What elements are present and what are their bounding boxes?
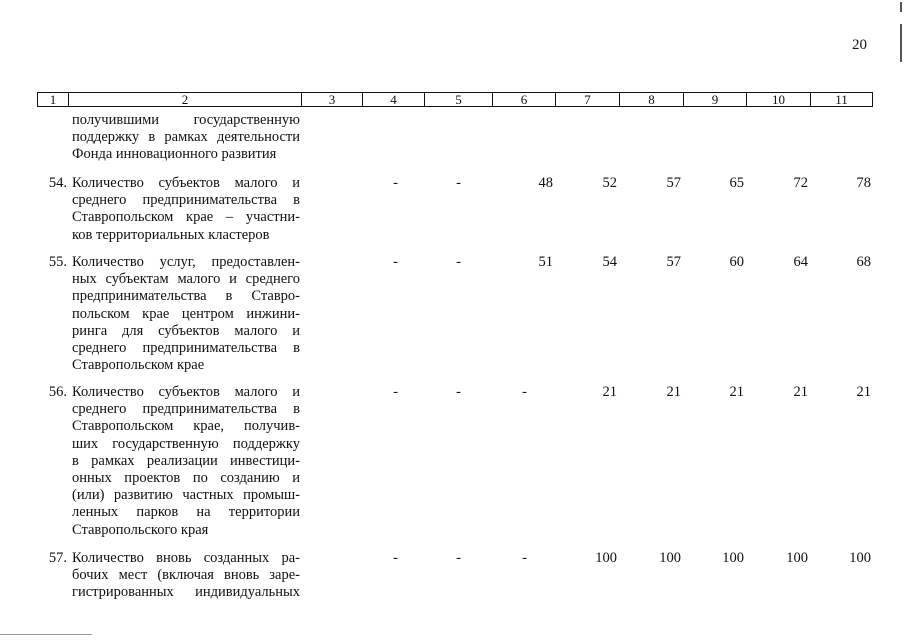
text-line: ших государственную поддержку	[72, 435, 300, 452]
text-line: Ставропольского края	[72, 521, 209, 538]
text-line: Ставропольском крае	[72, 357, 205, 374]
indicator-number: 54.	[48, 175, 67, 191]
table-header-row	[37, 92, 873, 107]
value-col8: 65	[729, 175, 744, 191]
value-col9: 72	[793, 175, 808, 191]
value-col9: 100	[786, 550, 808, 566]
indicator-text	[72, 175, 300, 244]
value-col5: 48	[538, 175, 553, 191]
text-line: Фонда инновационного развития	[72, 146, 277, 163]
value-col10: 68	[856, 254, 871, 270]
value-col3: -	[393, 254, 398, 270]
text-line: среднего предпринимательства в	[72, 339, 300, 356]
indicator-number: 55.	[48, 254, 67, 270]
value-col5: -	[522, 384, 527, 400]
text-line: ков территориальных кластеров	[72, 226, 270, 243]
value-col4: -	[456, 384, 461, 400]
value-col7: 100	[659, 550, 681, 566]
value-col4: -	[456, 175, 461, 191]
text-line: Количество вновь созданных ра-	[72, 550, 300, 566]
value-col3: -	[393, 175, 398, 191]
text-line: ринга для субъектов малого и	[72, 322, 300, 339]
continued-indicator-text	[72, 112, 300, 164]
value-col7: 57	[666, 254, 681, 270]
text-line: ленных парков на территории	[72, 504, 300, 521]
indicator-text	[72, 384, 300, 539]
edge-mark	[900, 24, 902, 62]
text-line: Количество субъектов малого и	[72, 384, 300, 400]
value-col4: -	[456, 254, 461, 270]
text-line: бочих мест (включая вновь заре-	[72, 567, 300, 584]
text-line: (или) развитию частных промыш-	[72, 487, 300, 504]
text-line: польском крае центром инжини-	[72, 305, 300, 322]
value-col3: -	[393, 384, 398, 400]
indicator-number: 56.	[48, 384, 67, 400]
page-number: 20	[852, 37, 867, 53]
text-line: гистрированных индивидуальных	[72, 584, 300, 601]
text-line: ных субъектам малого и среднего	[72, 271, 300, 288]
edge-mark	[900, 2, 902, 12]
header-cell: 11	[835, 92, 848, 107]
indicator-number: 57.	[48, 550, 67, 566]
text-line: предпринимательства в Ставро-	[72, 288, 300, 305]
indicator-text	[72, 550, 300, 602]
header-cell: 10	[772, 92, 785, 107]
text-line: Количество субъектов малого и	[72, 175, 300, 191]
header-cell: 4	[390, 92, 397, 107]
footer-rule	[0, 634, 92, 635]
value-col6: 100	[595, 550, 617, 566]
value-col7: 57	[666, 175, 681, 191]
header-cell: 6	[520, 92, 528, 107]
text-line: Ставропольском крае, получив-	[72, 418, 300, 435]
header-cell: 7	[584, 92, 591, 107]
header-cell: 8	[648, 92, 655, 107]
value-col6: 21	[602, 384, 617, 400]
value-col10: 21	[856, 384, 871, 400]
text-line: поддержку в рамках деятельности	[72, 129, 300, 146]
text-line: в рамках реализации инвестици-	[72, 452, 300, 469]
text-line: среднего предпринимательства в	[72, 192, 300, 209]
value-col5: -	[522, 550, 527, 566]
header-cell: 5	[455, 92, 462, 107]
value-col6: 54	[602, 254, 617, 270]
value-col10: 78	[856, 175, 871, 191]
value-col5: 51	[538, 254, 553, 270]
value-col9: 64	[793, 254, 808, 270]
text-line: среднего предпринимательства в	[72, 401, 300, 418]
text-line: Ставропольском крае – участни-	[72, 209, 300, 226]
value-col9: 21	[793, 384, 808, 400]
header-cell: 3	[328, 92, 336, 107]
text-line: получившими государственную	[72, 112, 300, 128]
value-col4: -	[456, 550, 461, 566]
header-cell: 1	[49, 92, 57, 107]
header-cell: 9	[711, 92, 719, 107]
value-col7: 21	[666, 384, 681, 400]
text-line: онных проектов по созданию и	[72, 469, 300, 486]
header-cell: 2	[181, 92, 189, 107]
value-col8: 100	[722, 550, 744, 566]
value-col8: 21	[729, 384, 744, 400]
indicator-text	[72, 254, 300, 374]
text-line: Количество услуг, предоставлен-	[72, 254, 300, 270]
value-col8: 60	[729, 254, 744, 270]
value-col6: 52	[602, 175, 617, 191]
value-col10: 100	[849, 550, 871, 566]
value-col3: -	[393, 550, 398, 566]
